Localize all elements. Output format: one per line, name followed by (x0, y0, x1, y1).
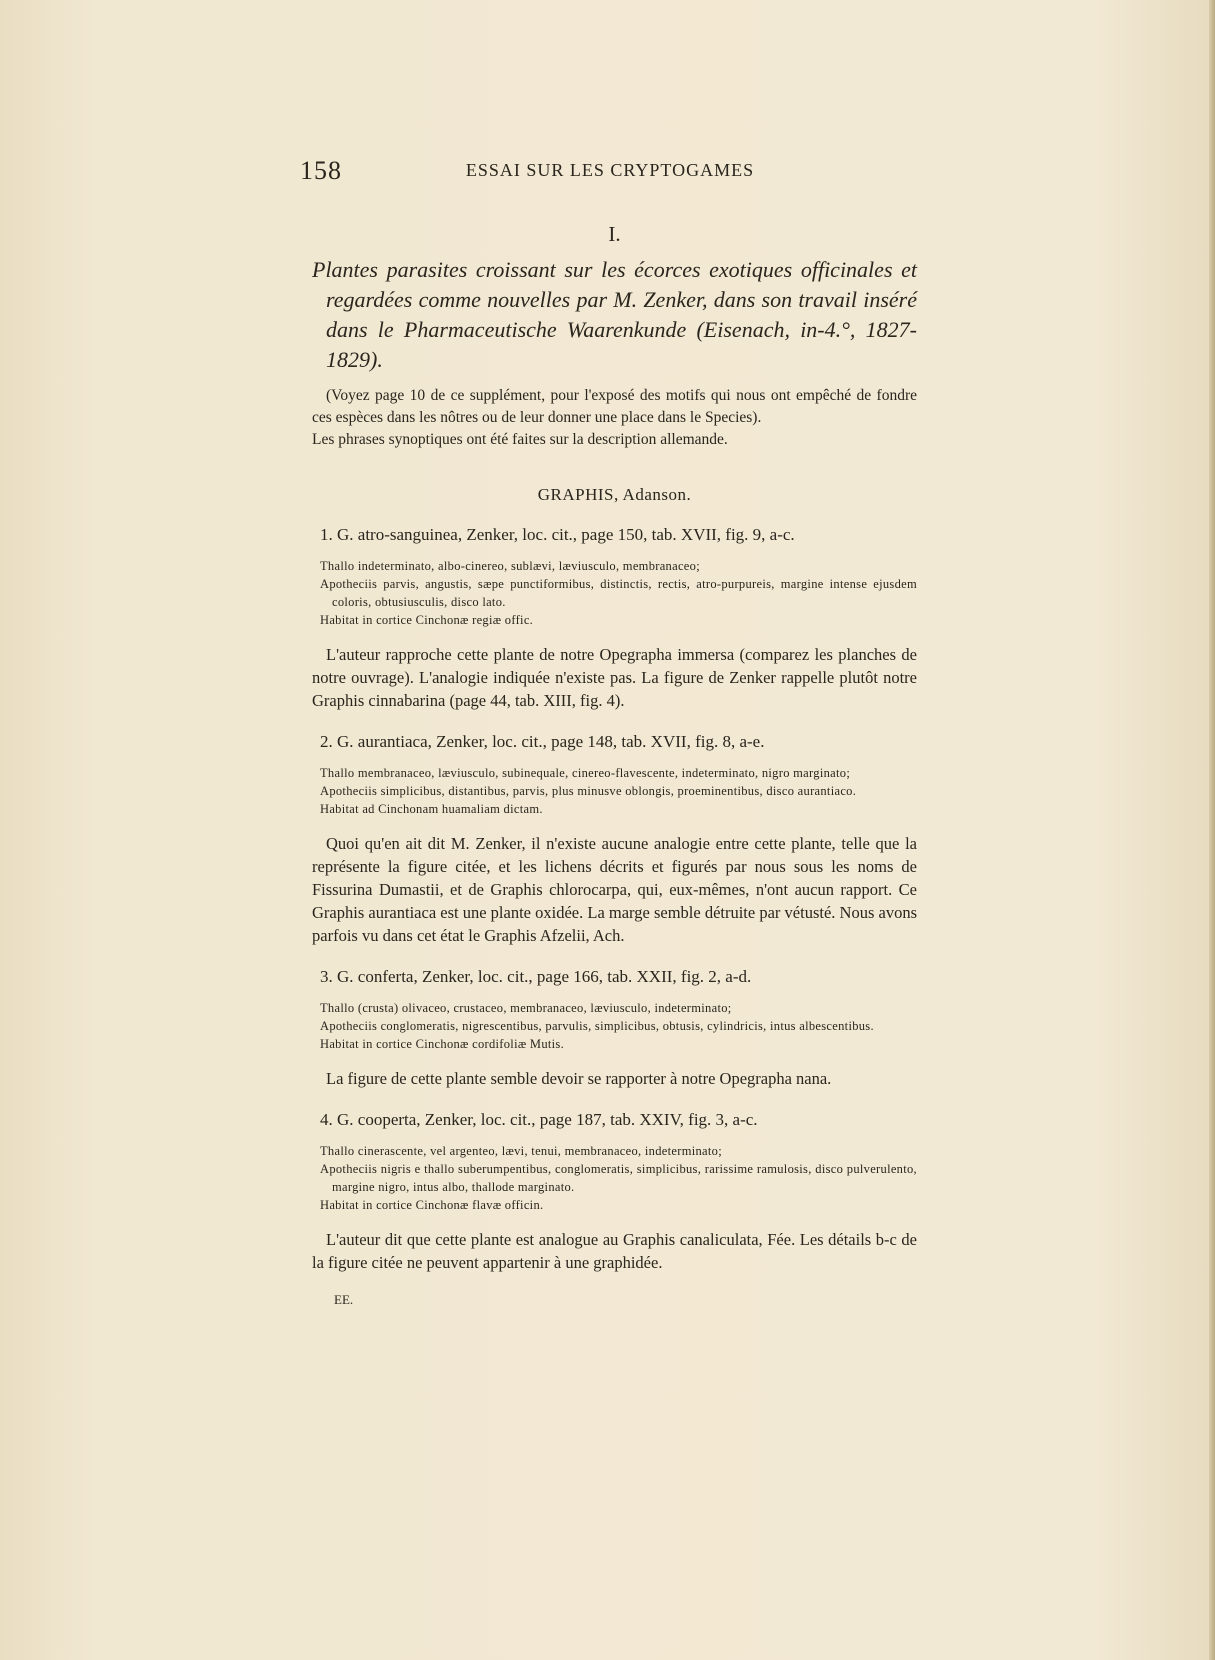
species-heading: 1. G. atro-sanguinea, Zenker, loc. cit., page 150, tab. XVII, fig. 9, a-c. (320, 525, 795, 544)
diagnosis-line: Thallo cinerascente, vel argenteo, lævi, tenui, membranaceo, indeterminato; (320, 1144, 722, 1158)
species-diagnosis (312, 999, 917, 1053)
species-heading: 3. G. conferta, Zenker, loc. cit., page 166, tab. XXII, fig. 2, a-d. (320, 967, 752, 986)
catchword: EE. (334, 1292, 354, 1307)
species-comment (312, 1067, 917, 1090)
species-comment (312, 832, 917, 947)
species-diagnosis (312, 764, 917, 818)
comment-paragraph: La figure de cette plante semble devoir se rapporter à notre Opegrapha nana. (326, 1069, 832, 1088)
diagnosis-line: Apotheciis simplicibus, distantibus, parvis, plus minusve oblongis, proeminentibus, disco aurantiaco. (320, 784, 857, 798)
diagnosis-line: Thallo membranaceo, læviusculo, subinequale, cinereo-flavescente, indeterminato, nigro marginato; (320, 766, 851, 780)
section-intro (312, 385, 917, 451)
page-number: 158 (300, 156, 342, 185)
species-entry (312, 730, 917, 947)
diagnosis-line: Apotheciis conglomeratis, nigrescentibus, parvulis, simplicibus, obtusis, cylindricis, intus albescentibus. (320, 1019, 874, 1033)
species-entry (312, 523, 917, 712)
diagnosis-line: Thallo (crusta) olivaceo, crustaceo, membranaceo, læviusculo, indeterminato; (320, 1001, 732, 1015)
section-title: Plantes parasites croissant sur les écorces exotiques officinales et regardées comme nouvelles par M. Zenker, dans son travail inséré dans le Pharmaceutische Waarenkunde (Eisenach, in-4.°, 1827-1829). (312, 257, 917, 372)
diagnosis-line: Habitat in cortice Cinchonæ flavæ officin. (320, 1198, 544, 1212)
diagnosis-line: Habitat in cortice Cinchonæ cordifoliæ Mutis. (320, 1037, 565, 1051)
comment-paragraph: L'auteur rapproche cette plante de notre Opegrapha immersa (comparez les planches de notre ouvrage). L'analogie indiquée n'existe pas. La figure de Zenker rappelle plutôt notre Graphis cinnabarina (page 44, tab. XIII, fig. 4). (312, 645, 917, 710)
species-heading: 2. G. aurantiaca, Zenker, loc. cit., page 148, tab. XVII, fig. 8, a-e. (320, 732, 765, 751)
intro-paragraph: Les phrases synoptiques ont été faites sur la description allemande. (312, 431, 728, 448)
page-content (312, 222, 917, 1308)
section-number: I. (608, 222, 621, 246)
diagnosis-line: Apotheciis parvis, angustis, sæpe punctiformibus, distinctis, rectis, atro-purpureis, margine intense ejusdem coloris, obtusiusculis, disco lato. (320, 577, 917, 609)
diagnosis-line: Habitat in cortice Cinchonæ regiæ offic. (320, 613, 534, 627)
species-diagnosis (312, 557, 917, 629)
species-entry (312, 965, 917, 1090)
diagnosis-line: Thallo indeterminato, albo-cinereo, sublævi, læviusculo, membranaceo; (320, 559, 700, 573)
species-heading: 4. G. cooperta, Zenker, loc. cit., page 187, tab. XXIV, fig. 3, a-c. (320, 1110, 758, 1129)
page-edge (1209, 0, 1215, 1660)
diagnosis-line: Habitat ad Cinchonam huamaliam dictam. (320, 802, 543, 816)
species-comment (312, 643, 917, 712)
comment-paragraph: Quoi qu'en ait dit M. Zenker, il n'existe aucune analogie entre cette plante, telle que la représente la figure citée, et les lichens décrits et figurés par nous sous les noms de Fissurina Dumastii, et de Graphis chlorocarpa, qui, eux-mêmes, n'ont aucun rapport. Ce Graphis aurantiaca est une plante oxidée. La marge semble détruite par vétusté. Nous avons parfois vu dans cet état le Graphis Afzelii, Ach. (312, 834, 917, 945)
page-header (300, 156, 920, 186)
species-diagnosis (312, 1142, 917, 1214)
intro-paragraph: (Voyez page 10 de ce supplément, pour l'exposé des motifs qui nous ont empêché de fondre ces espèces dans les nôtres ou de leur donner une place dans le Species). (312, 387, 917, 426)
species-entry (312, 1108, 917, 1274)
genus-heading: GRAPHIS, Adanson. (537, 485, 692, 504)
comment-paragraph: L'auteur dit que cette plante est analogue au Graphis canaliculata, Fée. Les détails b-c de la figure citée ne peuvent appartenir à une graphidée. (312, 1230, 917, 1272)
running-head: ESSAI SUR LES CRYPTOGAMES (465, 160, 755, 180)
diagnosis-line: Apotheciis nigris e thallo suberumpentibus, conglomeratis, simplicibus, rarissime ramulosis, disco pulverulento, margine nigro, intus albo, thallode marginato. (320, 1162, 917, 1194)
species-comment (312, 1228, 917, 1274)
